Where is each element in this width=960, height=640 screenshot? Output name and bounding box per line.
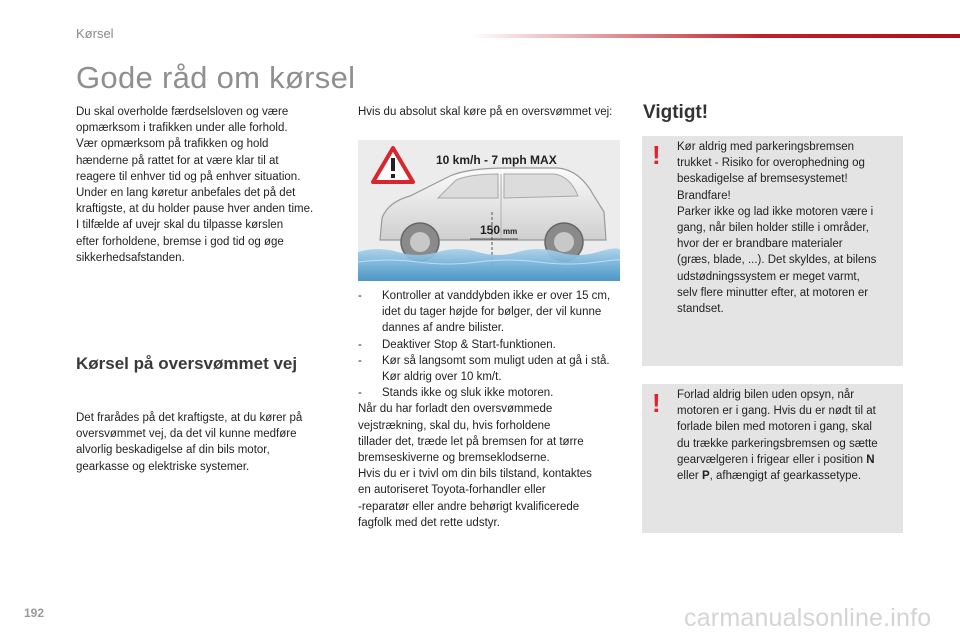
warning-text: Forlad aldrig bilen uden opsyn, når motoren er i gang. Hvis du er nødt til at forlade bilen med motoren i gang, skal du trække parkeringsbremsen og sætte gearvælgeren i frigear eller i position N eller P, afhængigt af gearkassetype. bbox=[677, 389, 878, 483]
section-label: Kørsel bbox=[76, 26, 114, 41]
gear-position-p: P bbox=[701, 470, 710, 483]
flood-intro: Hvis du absolut skal køre på en oversvømmet vej: bbox=[358, 106, 613, 118]
list-item: - Kontroller at vanddybden ikke er over 15 cm, idet du tager højde for bølger, der vil kunne dannes af andre bilister. bbox=[358, 290, 611, 335]
water-surface bbox=[358, 248, 620, 281]
warning-box-unattended bbox=[642, 384, 903, 533]
flood-heading: Kørsel på oversvømmet vej bbox=[76, 354, 298, 373]
warning-text: Kør aldrig med parkeringsbremsen trukket - Risiko for overophedning og beskadigelse af bremsesystemet! Brandfare! Parker ikke og lad ikke motoren være i gang, når bilen holder stille i områder, hvor der er brandbare materialer (græs, blade, ...). Det skyldes, at bilens udstødningssystem er meget varmt, selv flere minutter efter, at motoren er standset. bbox=[677, 141, 877, 316]
intro-paragraph: Du skal overholde færdselsloven og være opmærksom i trafikken under alle forhold. Vær opmærksom på trafikken og hold hænderne på rattet for at være klar til at reagere til enhver tid og på enhver situation. Under en lang køretur anbefales det på det kraftigste, at du holder pause hver anden time. I tilfælde af uvejr skal du tilpasse kørslen efter forholdene, bremse i god tid og øge sikkerhedsafstanden. bbox=[76, 106, 314, 264]
gear-position-n: N bbox=[866, 453, 875, 466]
depth-unit: mm bbox=[503, 227, 518, 236]
depth-value: 150 bbox=[480, 223, 501, 237]
intro-column bbox=[76, 104, 346, 266]
watermark: carmanualsonline.info bbox=[684, 604, 932, 632]
after-flood-paragraph: Når du har forladt den oversvømmede vejstrækning, skal du, hvis forholdene tillader det, træde let på bremsen for at tørre bremseskiverne og bremseklodserne. Hvis du er i tvivl om din bils tilstand, kontaktes en autoriseret Toyota-forhandler eller -reparatør eller andre behørigt kvalificerede fagfolk med det rette udstyr. bbox=[358, 403, 592, 529]
speed-limit-label: 10 km/h - 7 mph MAX bbox=[436, 153, 557, 167]
warning-triangle-icon bbox=[373, 148, 413, 182]
car-in-water-drawing bbox=[358, 140, 620, 281]
exclamation-icon: ! bbox=[652, 140, 661, 170]
list-item: - Deaktiver Stop & Start-funktionen. bbox=[358, 338, 556, 351]
page-title: Gode råd om kørsel bbox=[76, 60, 356, 95]
flood-illustration bbox=[358, 140, 620, 281]
page-number: 192 bbox=[24, 606, 45, 620]
flood-paragraph: Det frarådes på det kraftigste, at du kører på oversvømmet vej, da det vil kunne medføre alvorlig beskadigelse af din bils motor, gearkasse og elektriske systemer. bbox=[76, 412, 303, 473]
instruction-list bbox=[358, 288, 624, 401]
warning-box-parking-brake bbox=[642, 136, 903, 366]
important-heading: Vigtigt! bbox=[643, 102, 709, 123]
flood-instructions bbox=[358, 288, 624, 531]
header-rule bbox=[470, 34, 960, 38]
list-item: - Stands ikke og sluk ikke motoren. bbox=[358, 387, 554, 400]
exclamation-icon: ! bbox=[652, 388, 661, 418]
list-item: - Kør så langsomt som muligt uden at gå i stå. Kør aldrig over 10 km/t. bbox=[358, 354, 610, 384]
